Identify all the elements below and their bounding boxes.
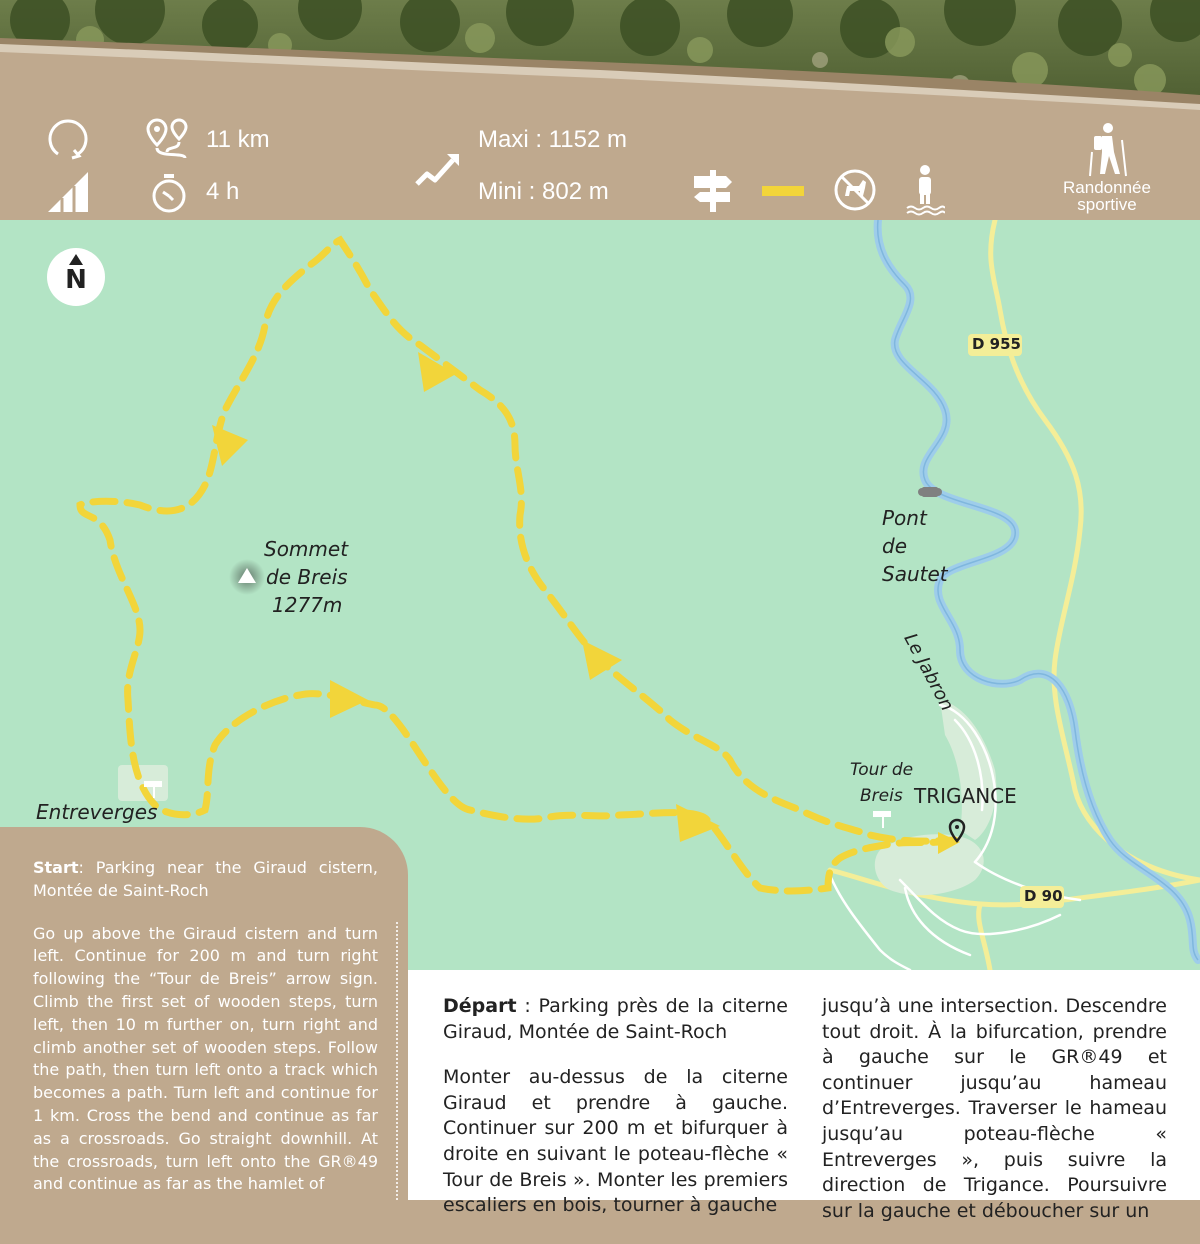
french-body-1: Monter au-dessus de la citerne Giraud et prendre à gauche. Continuer sur 200 m et bifurquer à droite en suivant le poteau-flèche « Tour de Breis ». Monter les premiers escaliers en bois, tourner à gauche xyxy=(443,1066,788,1217)
altitude-min: Mini : 802 m xyxy=(478,178,609,205)
hiker-icon xyxy=(1086,122,1130,178)
route-pin-icon xyxy=(145,116,191,162)
bathing-icon xyxy=(905,164,945,216)
summit-label-line3: 1277m xyxy=(272,593,343,617)
pont-label-line2: de xyxy=(882,534,907,558)
level-label-line1: Randonnée xyxy=(1063,178,1151,197)
english-body: Go up above the Giraud cistern and turn left. Continue for 200 m and turn right following the “Tour de Breis” arrow sign. Climb the first set of wooden steps, turn left, then 10 m further on, turn right and climb another set of wooden steps. Follow the path, then turn left onto a track which becomes a path. Turn left and continue for 1 km. Cross the bend and continue as far as a crossroads. Go straight downhill. At the crossroads, turn left onto the GR®49 and continue as far as the hamlet of xyxy=(33,923,378,1194)
summit-label-line1: Sommet xyxy=(264,537,349,561)
summit-label-line2: de Breis xyxy=(266,565,348,589)
road-label-d90: D 90 xyxy=(1024,887,1063,905)
stopwatch-icon xyxy=(150,170,188,214)
north-arrow-icon xyxy=(47,248,105,306)
altitude-max: Maxi : 1152 m xyxy=(478,126,627,153)
trigance-label: TRIGANCE xyxy=(914,784,1017,808)
north-label: N xyxy=(65,265,87,295)
french-body-2: jusqu’à une intersection. Descendre tout droit. À la bifurcation, prendre à gauche sur le GR®49 et continuer jusqu’au hameau d’Entreverges. Traverser le hameau jusqu’au poteau-flèche « Entreverges », puis suivre la direction de Trigance. Poursuivre sur la gauche et déboucher sur un xyxy=(822,995,1167,1222)
french-start-label: Départ xyxy=(443,995,517,1017)
english-start xyxy=(33,857,378,903)
english-start-text: : Parking near the Giraud cistern, Montée de Saint-Roch xyxy=(33,858,378,900)
duration-value: 4 h xyxy=(206,178,240,205)
loop-icon xyxy=(44,116,92,164)
french-start-text: : Parking près de la citerne Giraud, Montée de Saint-Roch xyxy=(443,995,788,1043)
french-start xyxy=(443,994,788,1045)
french-column-1 xyxy=(443,994,788,1239)
entreverges-label: Entreverges xyxy=(36,800,158,824)
level-label-line2: sportive xyxy=(1077,195,1137,214)
road-label-d955: D 955 xyxy=(972,335,1021,353)
distance-value: 11 km xyxy=(206,126,270,153)
french-description xyxy=(408,970,1200,1222)
bridge-icon xyxy=(918,487,942,497)
tour-label-line1: Tour de xyxy=(850,760,914,780)
river-label: Le Jabron xyxy=(899,630,958,715)
english-start-label: Start xyxy=(33,858,79,877)
no-dogs-icon xyxy=(833,168,877,212)
tour-label-line2: Breis xyxy=(860,786,903,806)
trail-marker-icon xyxy=(762,184,804,198)
difficulty-icon xyxy=(44,168,92,214)
english-description xyxy=(0,827,408,1200)
pont-label-line3: Sautet xyxy=(882,562,948,586)
dotted-divider xyxy=(396,922,398,1200)
french-column-2 xyxy=(822,994,1167,1244)
signpost-icon xyxy=(690,168,736,214)
elevation-icon xyxy=(413,150,461,190)
pont-label-line1: Pont xyxy=(882,506,927,530)
